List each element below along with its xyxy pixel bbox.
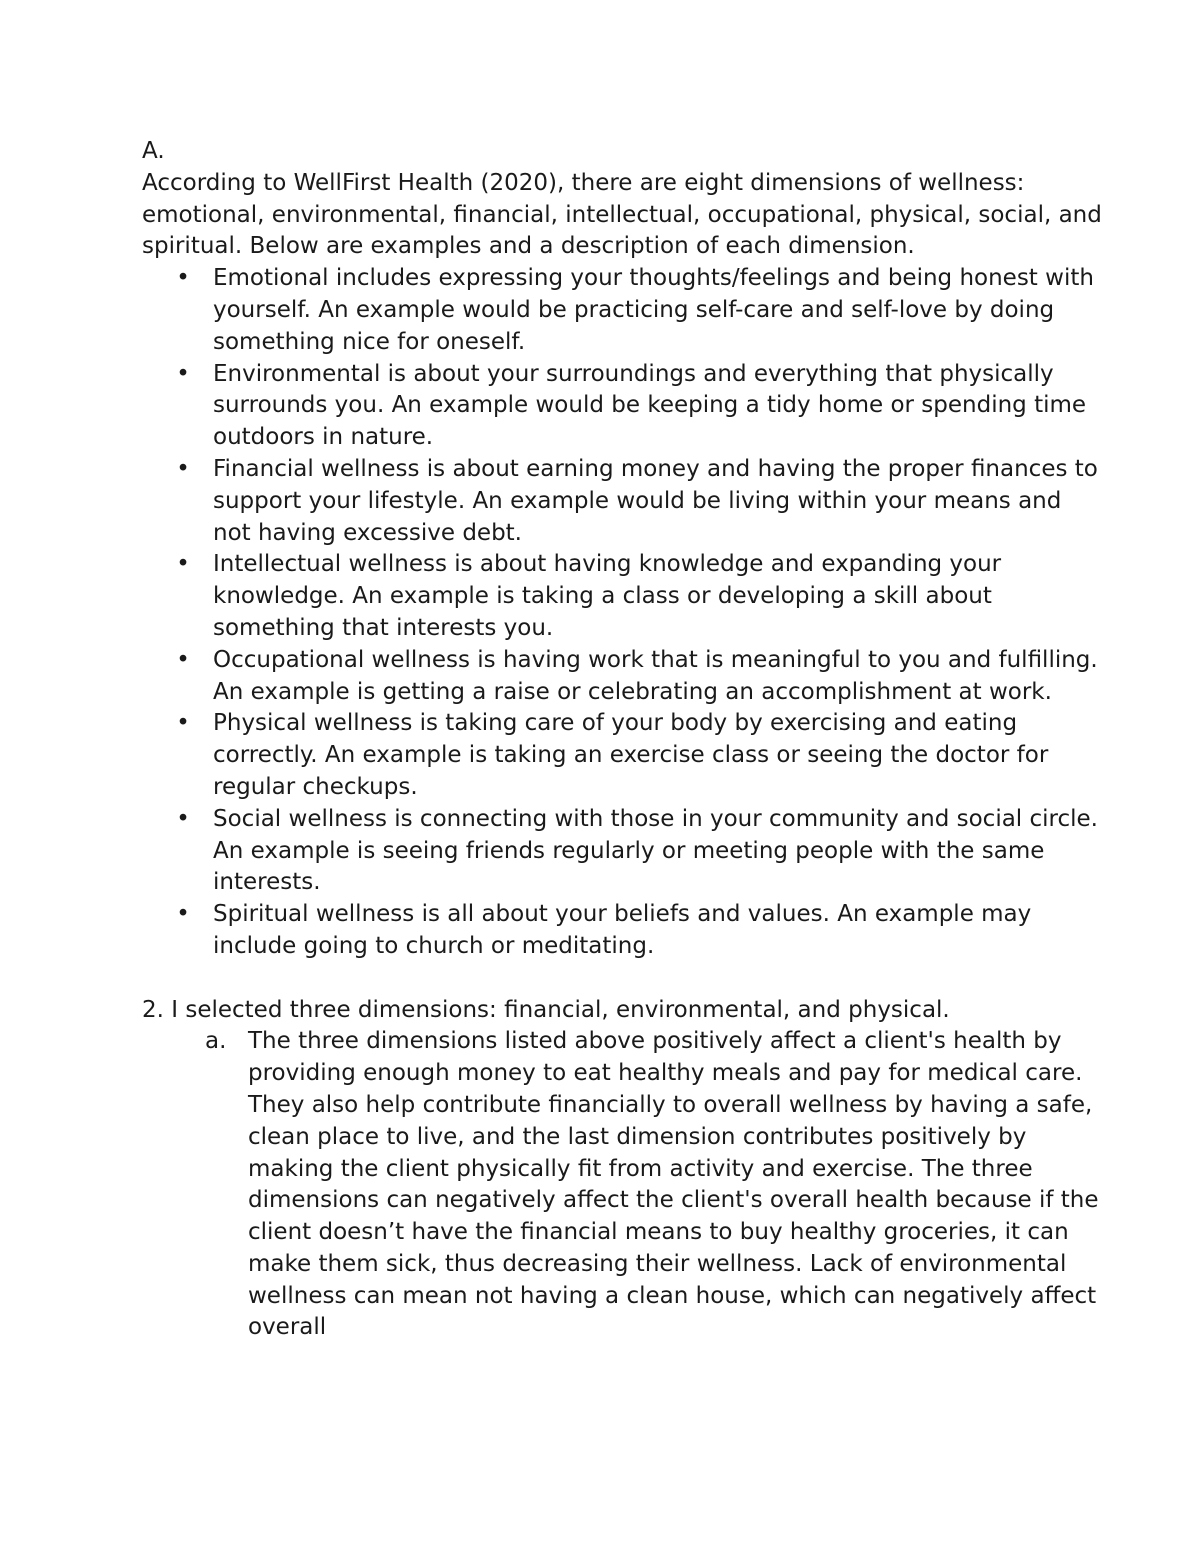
list-item-text: The three dimensions listed above positively affect a client's health by providing enough money to eat healthy meals and pay for medical care. They also help contribute financially to overall wellness by having a safe, clean place to live, and the last dimension contributes positively by making the client physically fit from activity and exercise. The three dimensions can negatively affect the client's overall health because if the client doesn’t have the financial means to buy healthy groceries, it can make them sick, thus decreasing their wellness. Lack of environmental wellness can mean not having a clean house, which can negatively affect overall xyxy=(248,1028,1099,1341)
bullet-icon: • xyxy=(176,360,190,387)
bullet-icon: • xyxy=(176,646,190,673)
list-item xyxy=(142,708,1102,803)
list-item-text: Intellectual wellness is about having knowledge and expanding your knowledge. An example is taking a class or developing a skill about something that interests you. xyxy=(213,551,1002,641)
list-item xyxy=(142,899,1102,963)
list-item-text: Financial wellness is about earning money and having the proper finances to support your lifestyle. An example would be living within your means and not having excessive debt. xyxy=(213,455,1098,546)
bullet-icon: • xyxy=(176,805,190,832)
list-item xyxy=(142,549,1102,644)
list-item-text: Physical wellness is taking care of your body by exercising and eating correctly. An example is taking an exercise class or seeing the doctor for regular checkups. xyxy=(213,710,1049,800)
section-2-sublist xyxy=(142,1026,1102,1344)
list-item-text: Social wellness is connecting with those in your community and social circle. An example is seeing friends regularly or meeting people with the same interests. xyxy=(213,805,1098,896)
list-item-text: Occupational wellness is having work that is meaningful to you and fulfilling. An example is getting a raise or celebrating an accomplishment at work. xyxy=(213,646,1098,705)
bullet-icon: • xyxy=(176,901,190,928)
list-marker: a. xyxy=(205,1028,227,1055)
list-item xyxy=(142,454,1102,549)
list-item xyxy=(142,359,1102,454)
wellness-dimensions-list xyxy=(142,263,1102,963)
bullet-icon: • xyxy=(176,265,190,292)
list-item-text: Environmental is about your surroundings and everything that physically surrounds you. An example would be keeping a tidy home or spending time outdoors in nature. xyxy=(213,360,1087,451)
list-item-text: Emotional includes expressing your thoughts/feelings and being honest with yourself. An example would be practicing self-care and self-love by doing something nice for oneself. xyxy=(213,265,1094,355)
list-item xyxy=(142,1026,1102,1344)
document-page xyxy=(142,136,1102,1344)
section-a-intro: According to WellFirst Health (2020), there are eight dimensions of wellness: emotional, environmental, financial, intellectual, occupational, physical, social, and spiritual. Below are examples and a description of each dimension. xyxy=(142,169,1102,260)
section-a-heading: A. xyxy=(142,138,165,164)
list-item xyxy=(142,804,1102,899)
paragraph-spacer xyxy=(142,963,1102,995)
bullet-icon: • xyxy=(176,551,190,578)
bullet-icon: • xyxy=(176,455,190,482)
list-item xyxy=(142,263,1102,358)
bullet-icon: • xyxy=(176,710,190,737)
section-2-paragraph: 2. I selected three dimensions: financial, environmental, and physical. xyxy=(142,996,950,1023)
list-item-text: Spiritual wellness is all about your beliefs and values. An example may include going to church or meditating. xyxy=(213,901,1032,959)
list-item xyxy=(142,645,1102,709)
